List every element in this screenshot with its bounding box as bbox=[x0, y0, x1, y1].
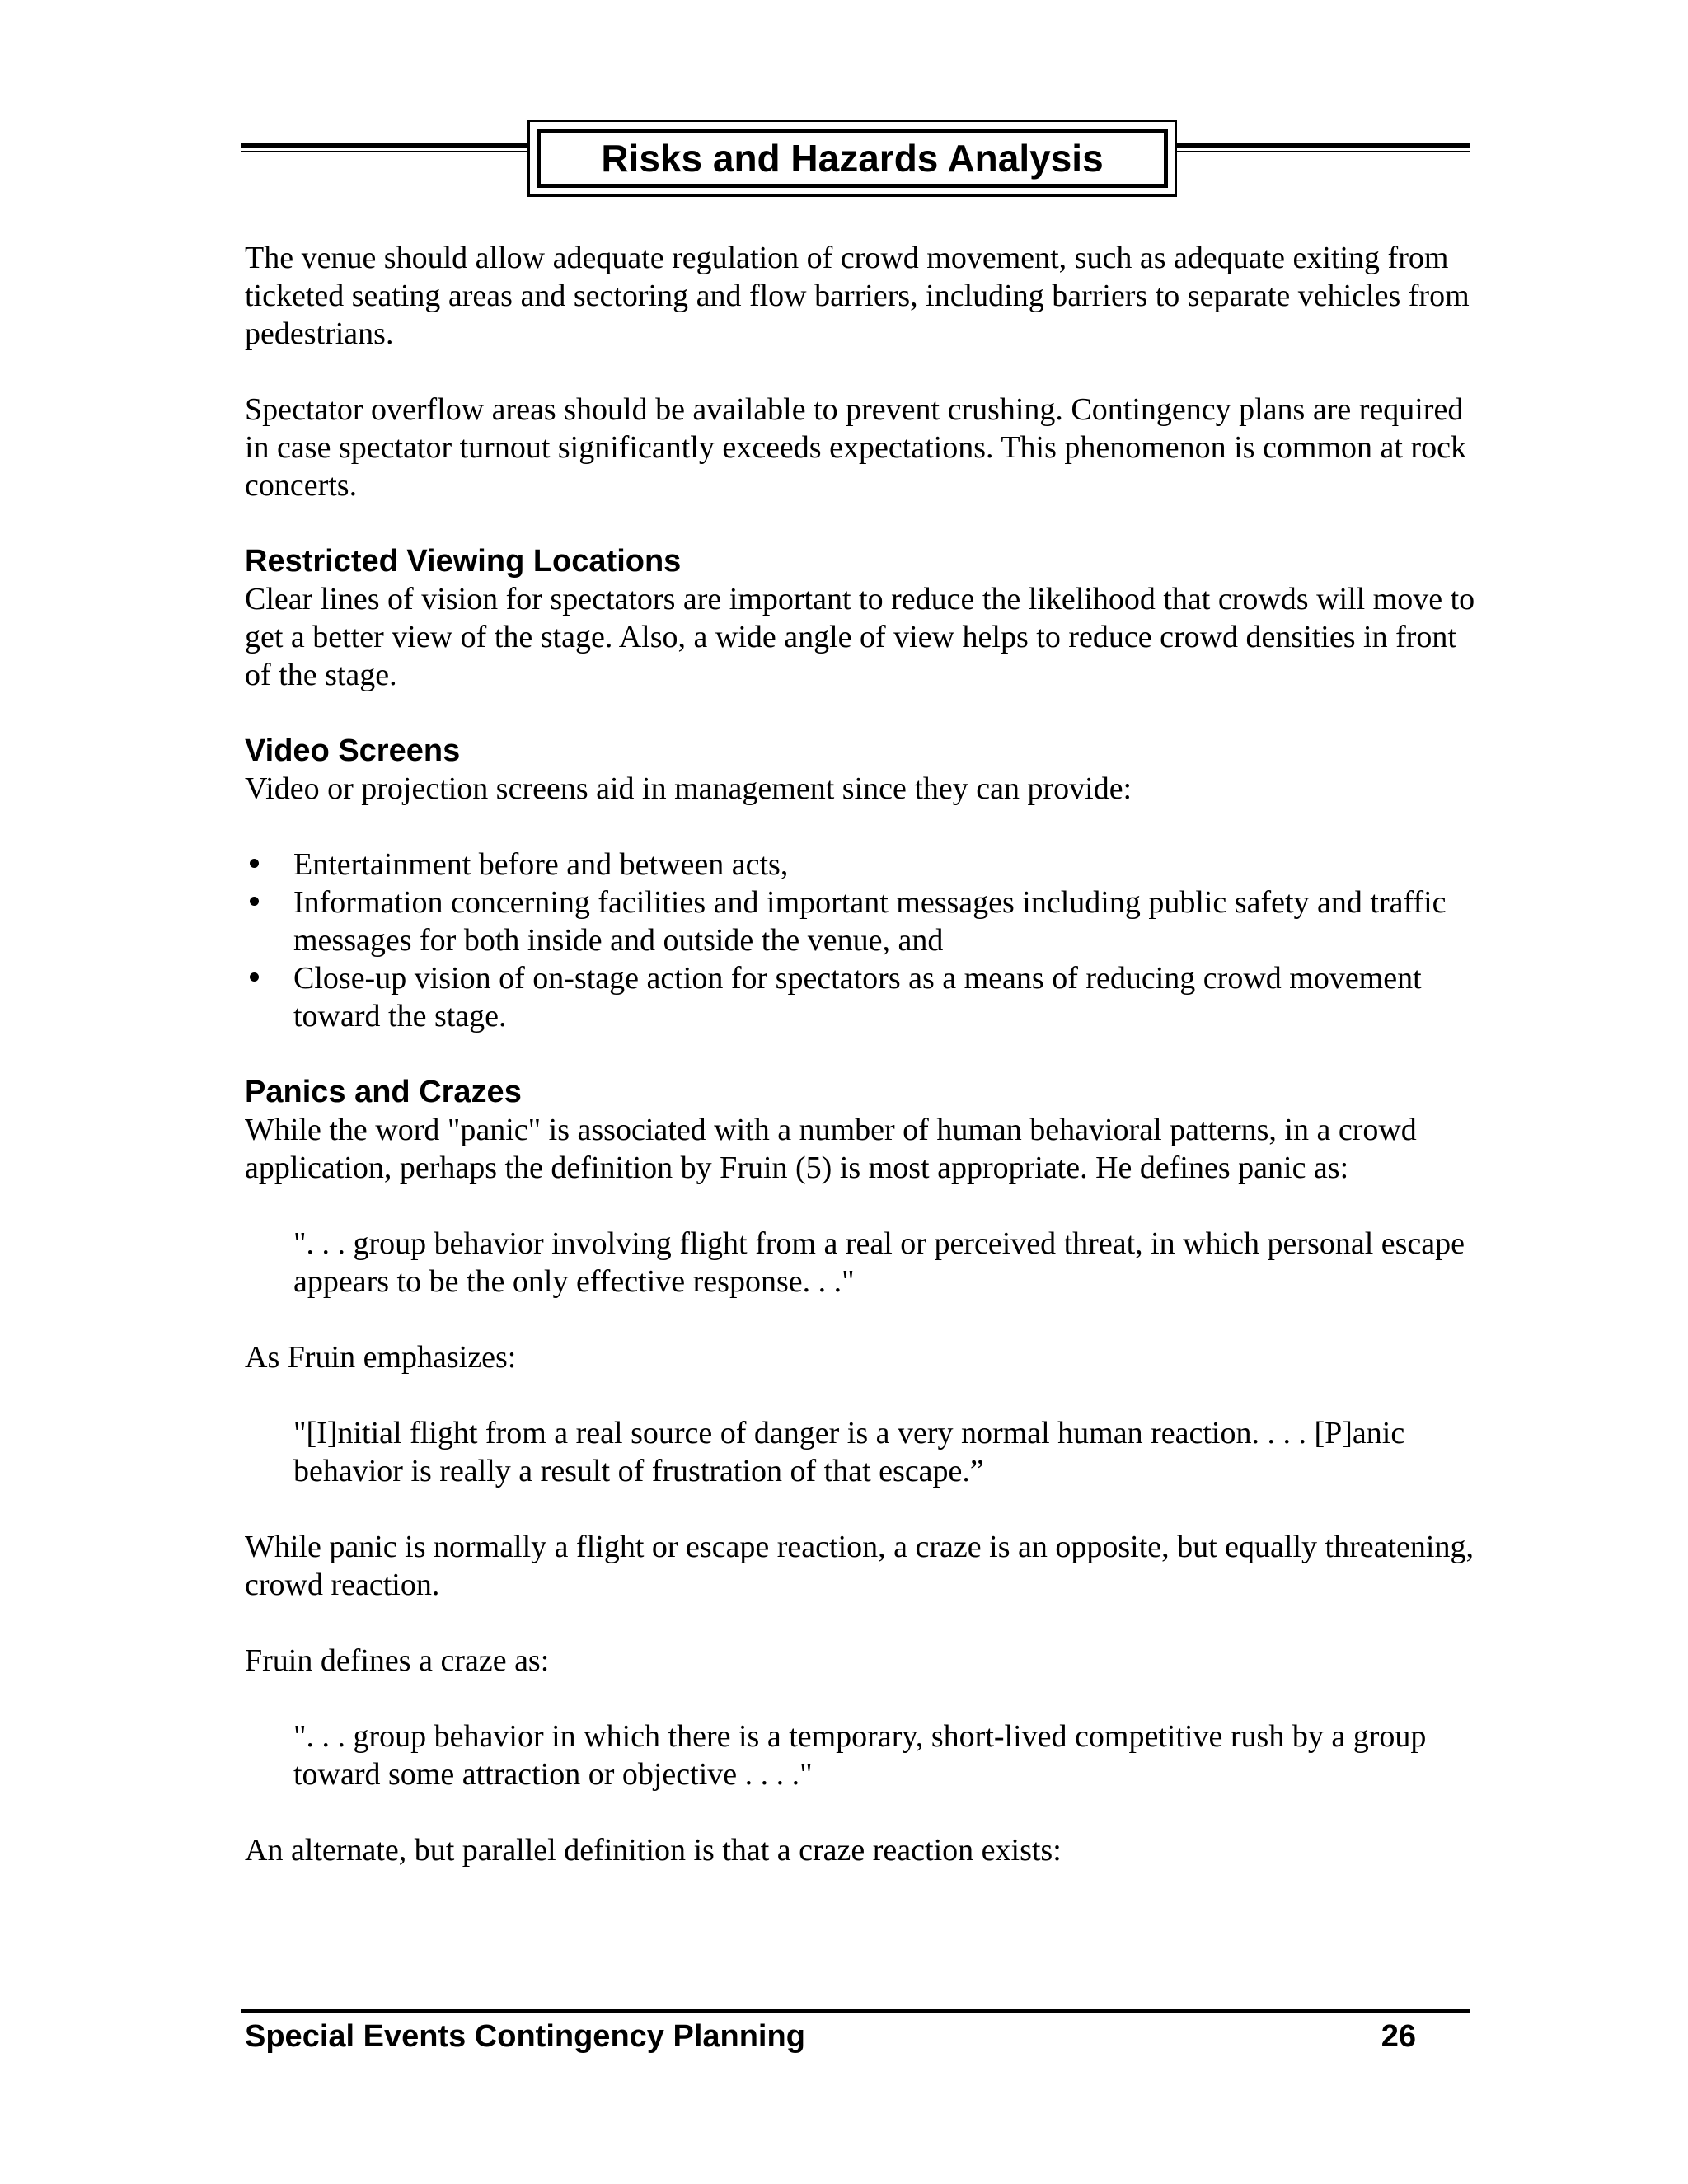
quote-initial-flight: "[I]nitial flight from a real source of danger is a very normal human reaction. . . . [P]anic behavior is really a result of frustration of that escape.” bbox=[293, 1416, 1405, 1488]
bullet-icon bbox=[250, 859, 259, 868]
heading-panics-crazes: Panics and Crazes bbox=[245, 1075, 522, 1109]
paragraph-panic-definition: While the word "panic" is associated with a number of human behavioral patterns, in a crowd application, perhaps the definition by Fruin (5) is most appropriate. He defines panic as: bbox=[245, 1113, 1417, 1185]
header-rule-right bbox=[1175, 143, 1470, 148]
footer-title: Special Events Contingency Planning bbox=[245, 2019, 805, 2054]
paragraph-crowd-movement: The venue should allow adequate regulation of crowd movement, such as adequate exiting from ticketed seating areas and sectoring and flow barriers, including barriers to separate vehicles from pedestrians. bbox=[245, 241, 1470, 351]
quote-craze-definition: ". . . group behavior in which there is a temporary, short-lived competitive rush by a group toward some attraction or objective . . . ." bbox=[293, 1719, 1427, 1792]
list-item: Close-up vision of on-stage action for spectators as a means of reducing crowd movement toward the stage. bbox=[245, 959, 1481, 1035]
list-item: Entertainment before and between acts, bbox=[245, 846, 1481, 883]
section-title-box bbox=[528, 120, 1177, 197]
quote-panic-definition: ". . . group behavior involving flight from a real or perceived threat, in which personal escape appears to be the only effective response. . ." bbox=[293, 1226, 1465, 1299]
paragraph-craze-opposite: While panic is normally a flight or escape reaction, a craze is an opposite, but equally threatening, crowd reaction. bbox=[245, 1530, 1474, 1602]
header-rule-left bbox=[241, 143, 529, 148]
bullet-icon bbox=[250, 972, 259, 982]
paragraph-video-screens: Video or projection screens aid in management since they can provide: bbox=[245, 771, 1132, 806]
footer-rule bbox=[241, 2009, 1470, 2013]
page-body bbox=[245, 239, 1481, 1907]
heading-restricted-viewing: Restricted Viewing Locations bbox=[245, 544, 682, 579]
page-number: 26 bbox=[1381, 2019, 1416, 2054]
section-title-inner-border bbox=[537, 129, 1168, 188]
paragraph-overflow-areas: Spectator overflow areas should be available to prevent crushing. Contingency plans are required in case spectator turnout significantly exceeds expectations. This phenomenon is common at rock concerts. bbox=[245, 392, 1466, 503]
bullet-icon bbox=[250, 897, 259, 906]
list-item: Information concerning facilities and important messages including public safety and traffic messages for both inside and outside the venue, and bbox=[245, 883, 1481, 959]
section-title: Risks and Hazards Analysis bbox=[601, 137, 1104, 180]
heading-video-screens: Video Screens bbox=[245, 733, 461, 768]
paragraph-restricted-viewing: Clear lines of vision for spectators are important to reduce the likelihood that crowds will move to get a better view of the stage. Also, a wide angle of view helps to reduce crowd densities in front of the stage. bbox=[245, 582, 1475, 692]
paragraph-fruin-emphasizes: As Fruin emphasizes: bbox=[245, 1340, 517, 1375]
paragraph-alternate-definition: An alternate, but parallel definition is that a craze reaction exists: bbox=[245, 1833, 1062, 1868]
paragraph-fruin-defines-craze: Fruin defines a craze as: bbox=[245, 1643, 550, 1678]
video-screens-bullet-list bbox=[245, 846, 1481, 1035]
